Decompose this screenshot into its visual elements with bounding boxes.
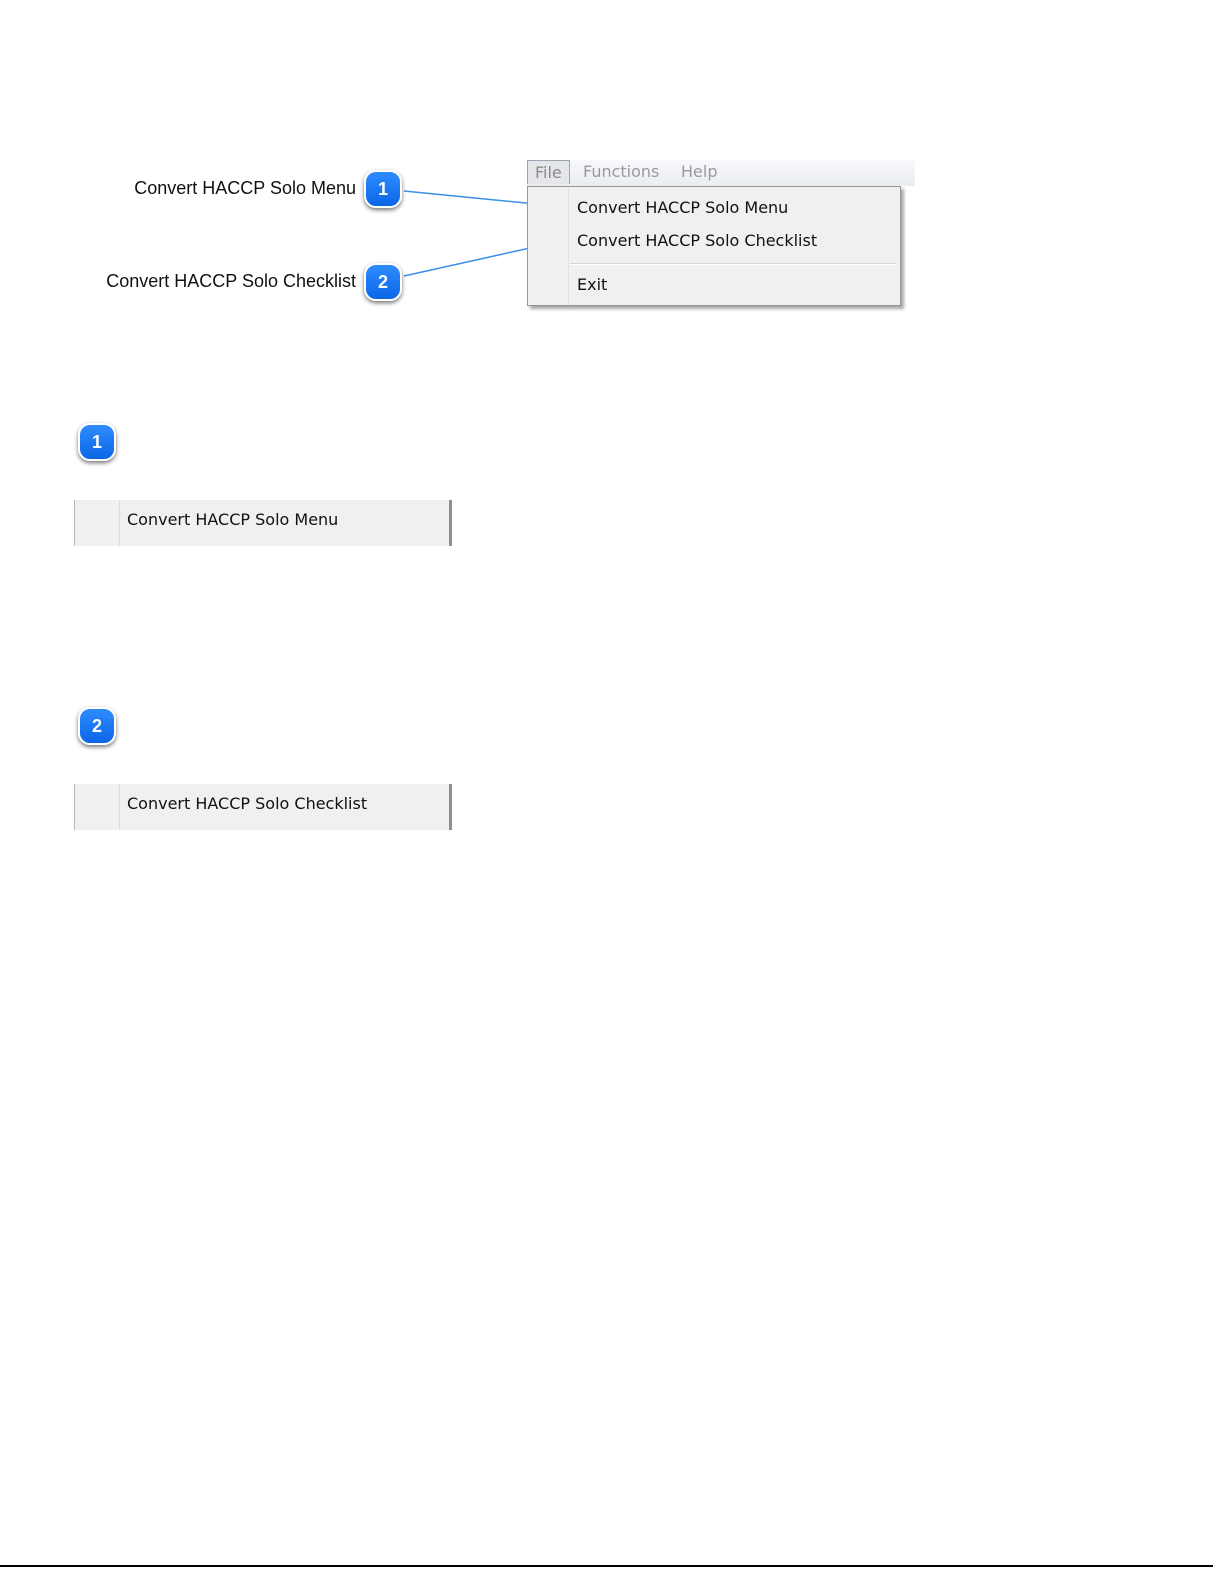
page-bottom-rule (0, 1565, 1213, 1567)
file-dropdown-menu (527, 186, 901, 306)
menu-item-convert-checklist[interactable]: Convert HACCP Solo Checklist (577, 231, 818, 250)
detail-badge-1: 1 (78, 423, 116, 461)
menu-file[interactable]: File (527, 160, 570, 184)
menu-bar (527, 160, 915, 186)
menu-separator (570, 263, 896, 265)
callout-label-2: Convert HACCP Solo Checklist (106, 271, 356, 291)
snippet-item-label: Convert HACCP Solo Checklist (127, 794, 368, 813)
detail-badge-2: 2 (78, 707, 116, 745)
snippet-item-label: Convert HACCP Solo Menu (127, 510, 339, 529)
menu-item-convert-menu[interactable]: Convert HACCP Solo Menu (577, 198, 789, 217)
detail-snippet-convert-checklist (74, 784, 452, 830)
snippet-gutter (75, 500, 120, 546)
menu-item-exit[interactable]: Exit (577, 275, 608, 294)
snippet-gutter (75, 784, 120, 830)
menu-help[interactable]: Help (681, 162, 718, 181)
menu-functions[interactable]: Functions (583, 162, 660, 181)
detail-snippet-convert-menu (74, 500, 452, 546)
callout-label-1: Convert HACCP Solo Menu (134, 178, 356, 198)
menu-icon-gutter (528, 187, 569, 305)
callout-badge-2: 2 (364, 263, 402, 301)
callout-badge-1: 1 (364, 170, 402, 208)
